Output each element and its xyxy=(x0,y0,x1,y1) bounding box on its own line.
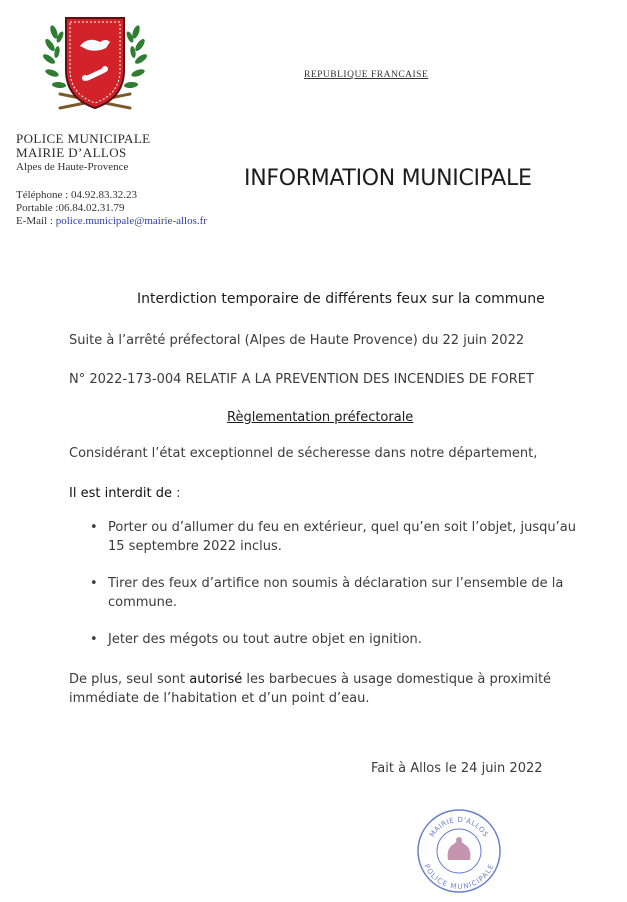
department-label: Alpes de Haute-Provence xyxy=(16,161,129,173)
mairie-label: MAIRIE D’ALLOS xyxy=(16,145,127,160)
portable-number: 06.84.02.31.79 xyxy=(58,202,125,214)
considerant-line: Considérant l’état exceptionnel de sécheresse dans notre département, xyxy=(69,446,538,461)
bullet-icon: • xyxy=(90,632,98,647)
telephone-line xyxy=(16,189,137,201)
bullet-line-2: commune. xyxy=(108,595,178,610)
bullet-line-2: 15 septembre 2022 inclus. xyxy=(108,539,282,554)
autorisation-paragraph xyxy=(69,670,551,708)
police-municipale-label: POLICE MUNICIPALE xyxy=(16,131,151,146)
interdit-rest: : xyxy=(171,486,181,501)
republique-francaise-heading: REPUBLIQUE FRANCAISE xyxy=(304,70,429,80)
bullet-line-1: Tirer des feux d’artifice non soumis à déclaration sur l’ensemble de la xyxy=(108,576,564,591)
email-line xyxy=(16,215,207,227)
email-link[interactable]: police.municipale@mairie-allos.fr xyxy=(55,215,207,227)
deplus-strong: autorisé xyxy=(189,672,243,687)
reglementation-heading: Règlementation préfectorale xyxy=(227,410,414,425)
portable-label: Portable : xyxy=(16,202,59,214)
interdit-strong: Il est interdit de xyxy=(69,486,172,501)
document-title: INFORMATION MUNICIPALE xyxy=(244,166,532,191)
stamp-top-text: MAIRIE D'ALLOS xyxy=(428,815,490,839)
signature-date-line: Fait à Allos le 24 juin 2022 xyxy=(371,761,543,776)
deplus-after: les barbecues à usage domestique à proximité xyxy=(242,672,552,687)
svg-text:MAIRIE D'ALLOS xyxy=(428,816,490,839)
document-subtitle: Interdiction temporaire de différents feux sur la commune xyxy=(137,291,545,307)
arrete-number-line: N° 2022-173-004 RELATIF A LA PREVENTION DES INCENDIES DE FORET xyxy=(69,372,534,387)
arrete-reference-line: Suite à l’arrêté préfectoral (Alpes de Haute Provence) du 22 juin 2022 xyxy=(69,333,525,348)
deplus-before: De plus, seul sont xyxy=(69,672,190,687)
svg-text:POLICE MUNICIPALE xyxy=(422,863,496,891)
coat-of-arms-logo xyxy=(40,12,150,122)
telephone-number: 04.92.83.32.23 xyxy=(70,189,137,201)
telephone-label: Téléphone : xyxy=(16,189,71,201)
deplus-line-2: immédiate de l’habitation et d’un point d’eau. xyxy=(69,691,370,706)
portable-line xyxy=(16,202,124,214)
bullet-line-1: Porter ou d’allumer du feu en extérieur, quel qu’en soit l’objet, jusqu’au xyxy=(108,520,576,535)
interdit-line xyxy=(69,486,181,501)
stamp-bottom-text: POLICE MUNICIPALE xyxy=(422,862,496,891)
municipal-stamp xyxy=(416,808,502,894)
bullet-line-1: Jeter des mégots ou tout autre objet en ignition. xyxy=(108,632,422,647)
bullet-icon: • xyxy=(90,576,98,591)
email-label: E-Mail : xyxy=(16,215,56,227)
bullet-icon: • xyxy=(90,520,98,535)
